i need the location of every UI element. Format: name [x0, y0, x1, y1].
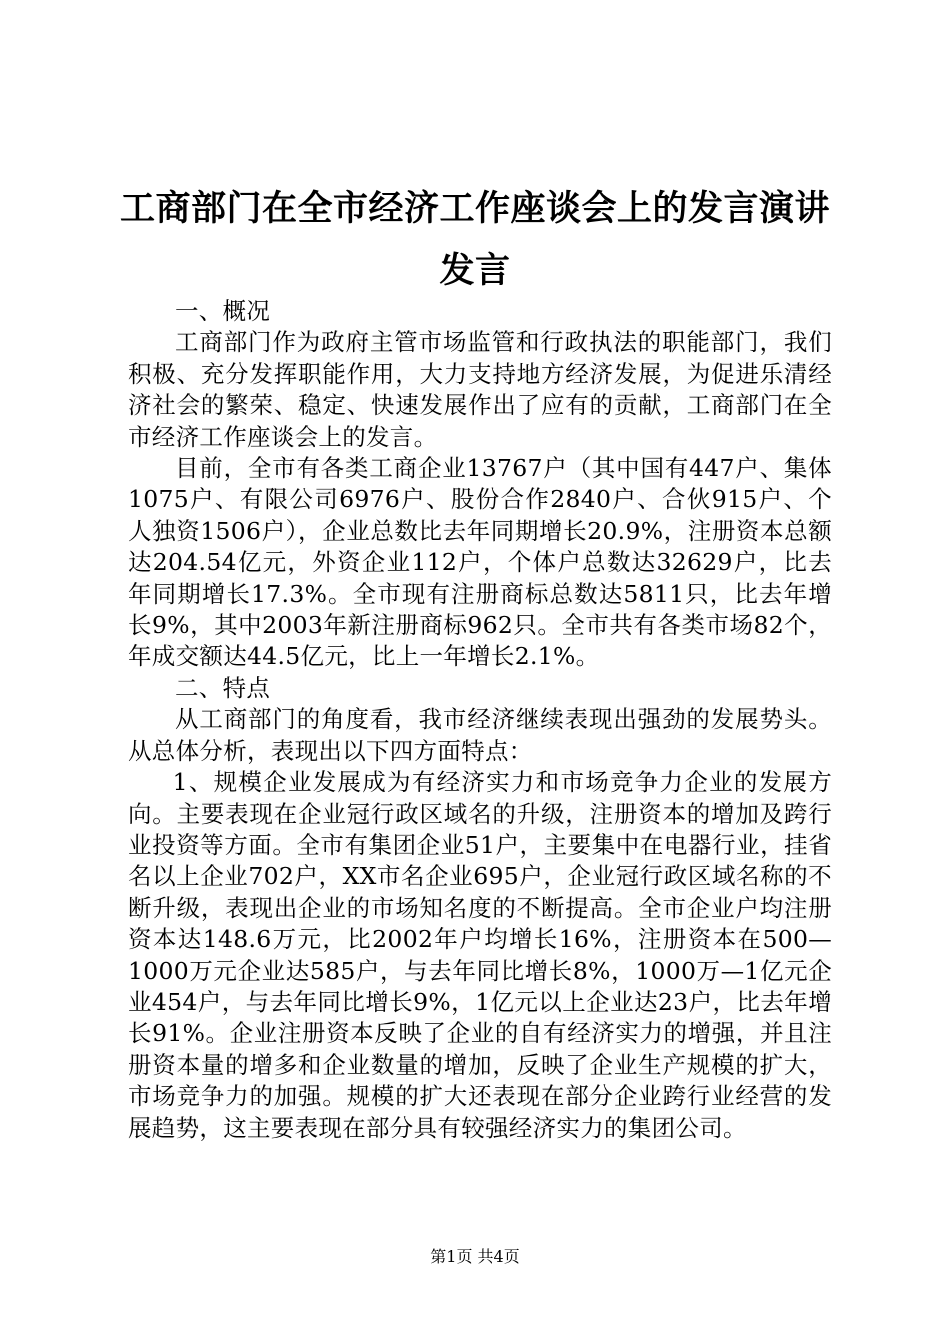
paragraph-feature-1: 1、规模企业发展成为有经济实力和市场竞争力企业的发展方向。主要表现在企业冠行政区域名的升级，注册资本的增加及跨行业投资等方面。全市有集团企业51户，主要集中在电器行业，挂省名以上企业702户，XX市名企业695户，企业冠行政区域名称的不断升级，表现出企业的市场知名度的不断提高。全市企业户均注册资本达148.6万元，比2002年户均增长16%，注册资本在500—1000万元企业达585户，与去年同比增长8%，1000万—1亿元企业454户，与去年同比增长9%，1亿元以上企业达23户，比去年增长91%。企业注册资本反映了企业的自有经济实力的增强，并且注册资本量的增多和企业数量的增加，反映了企业生产规模的扩大，市场竞争力的加强。规模的扩大还表现在部分企业跨行业经营的发展趋势，这主要表现在部分具有较强经济实力的集团公司。 [128, 768, 832, 1142]
document-body [128, 296, 832, 1144]
document-title [110, 178, 840, 302]
title-line-1: 工商部门在全市经济工作座谈会上的发言演讲 [119, 188, 830, 229]
page-number: 第1页 共4页 [430, 1247, 520, 1266]
title-line-2: 发言 [439, 250, 511, 291]
paragraph-overview: 工商部门作为政府主管市场监管和行政执法的职能部门，我们积极、充分发挥职能作用，大力支持地方经济发展，为促进乐清经济社会的繁荣、稳定、快速发展作出了应有的贡献，工商部门在全市经济工作座谈会上的发言。 [128, 328, 832, 451]
section-heading-features: 二、特点 [175, 673, 271, 702]
section-heading-overview: 一、概况 [175, 297, 271, 325]
paragraph-features-intro: 从工商部门的角度看，我市经济继续表现出强劲的发展势头。从总体分析，表现出以下四方面特点： [128, 705, 832, 765]
paragraph-statistics: 目前，全市有各类工商企业13767户（其中国有447户、集体1075户、有限公司6976户、股份合作2840户、合伙915户、个人独资1506户），企业总数比去年同期增长20.9%，注册资本总额达204.54亿元，外资企业112户，个体户总数达32629户，比去年同期增长17.3%。全市现有注册商标总数达5811只，比去年增长9%，其中2003年新注册商标962只。全市共有各类市场82个，年成交额达44.5亿元，比上一年增长2.1%。 [128, 454, 832, 671]
